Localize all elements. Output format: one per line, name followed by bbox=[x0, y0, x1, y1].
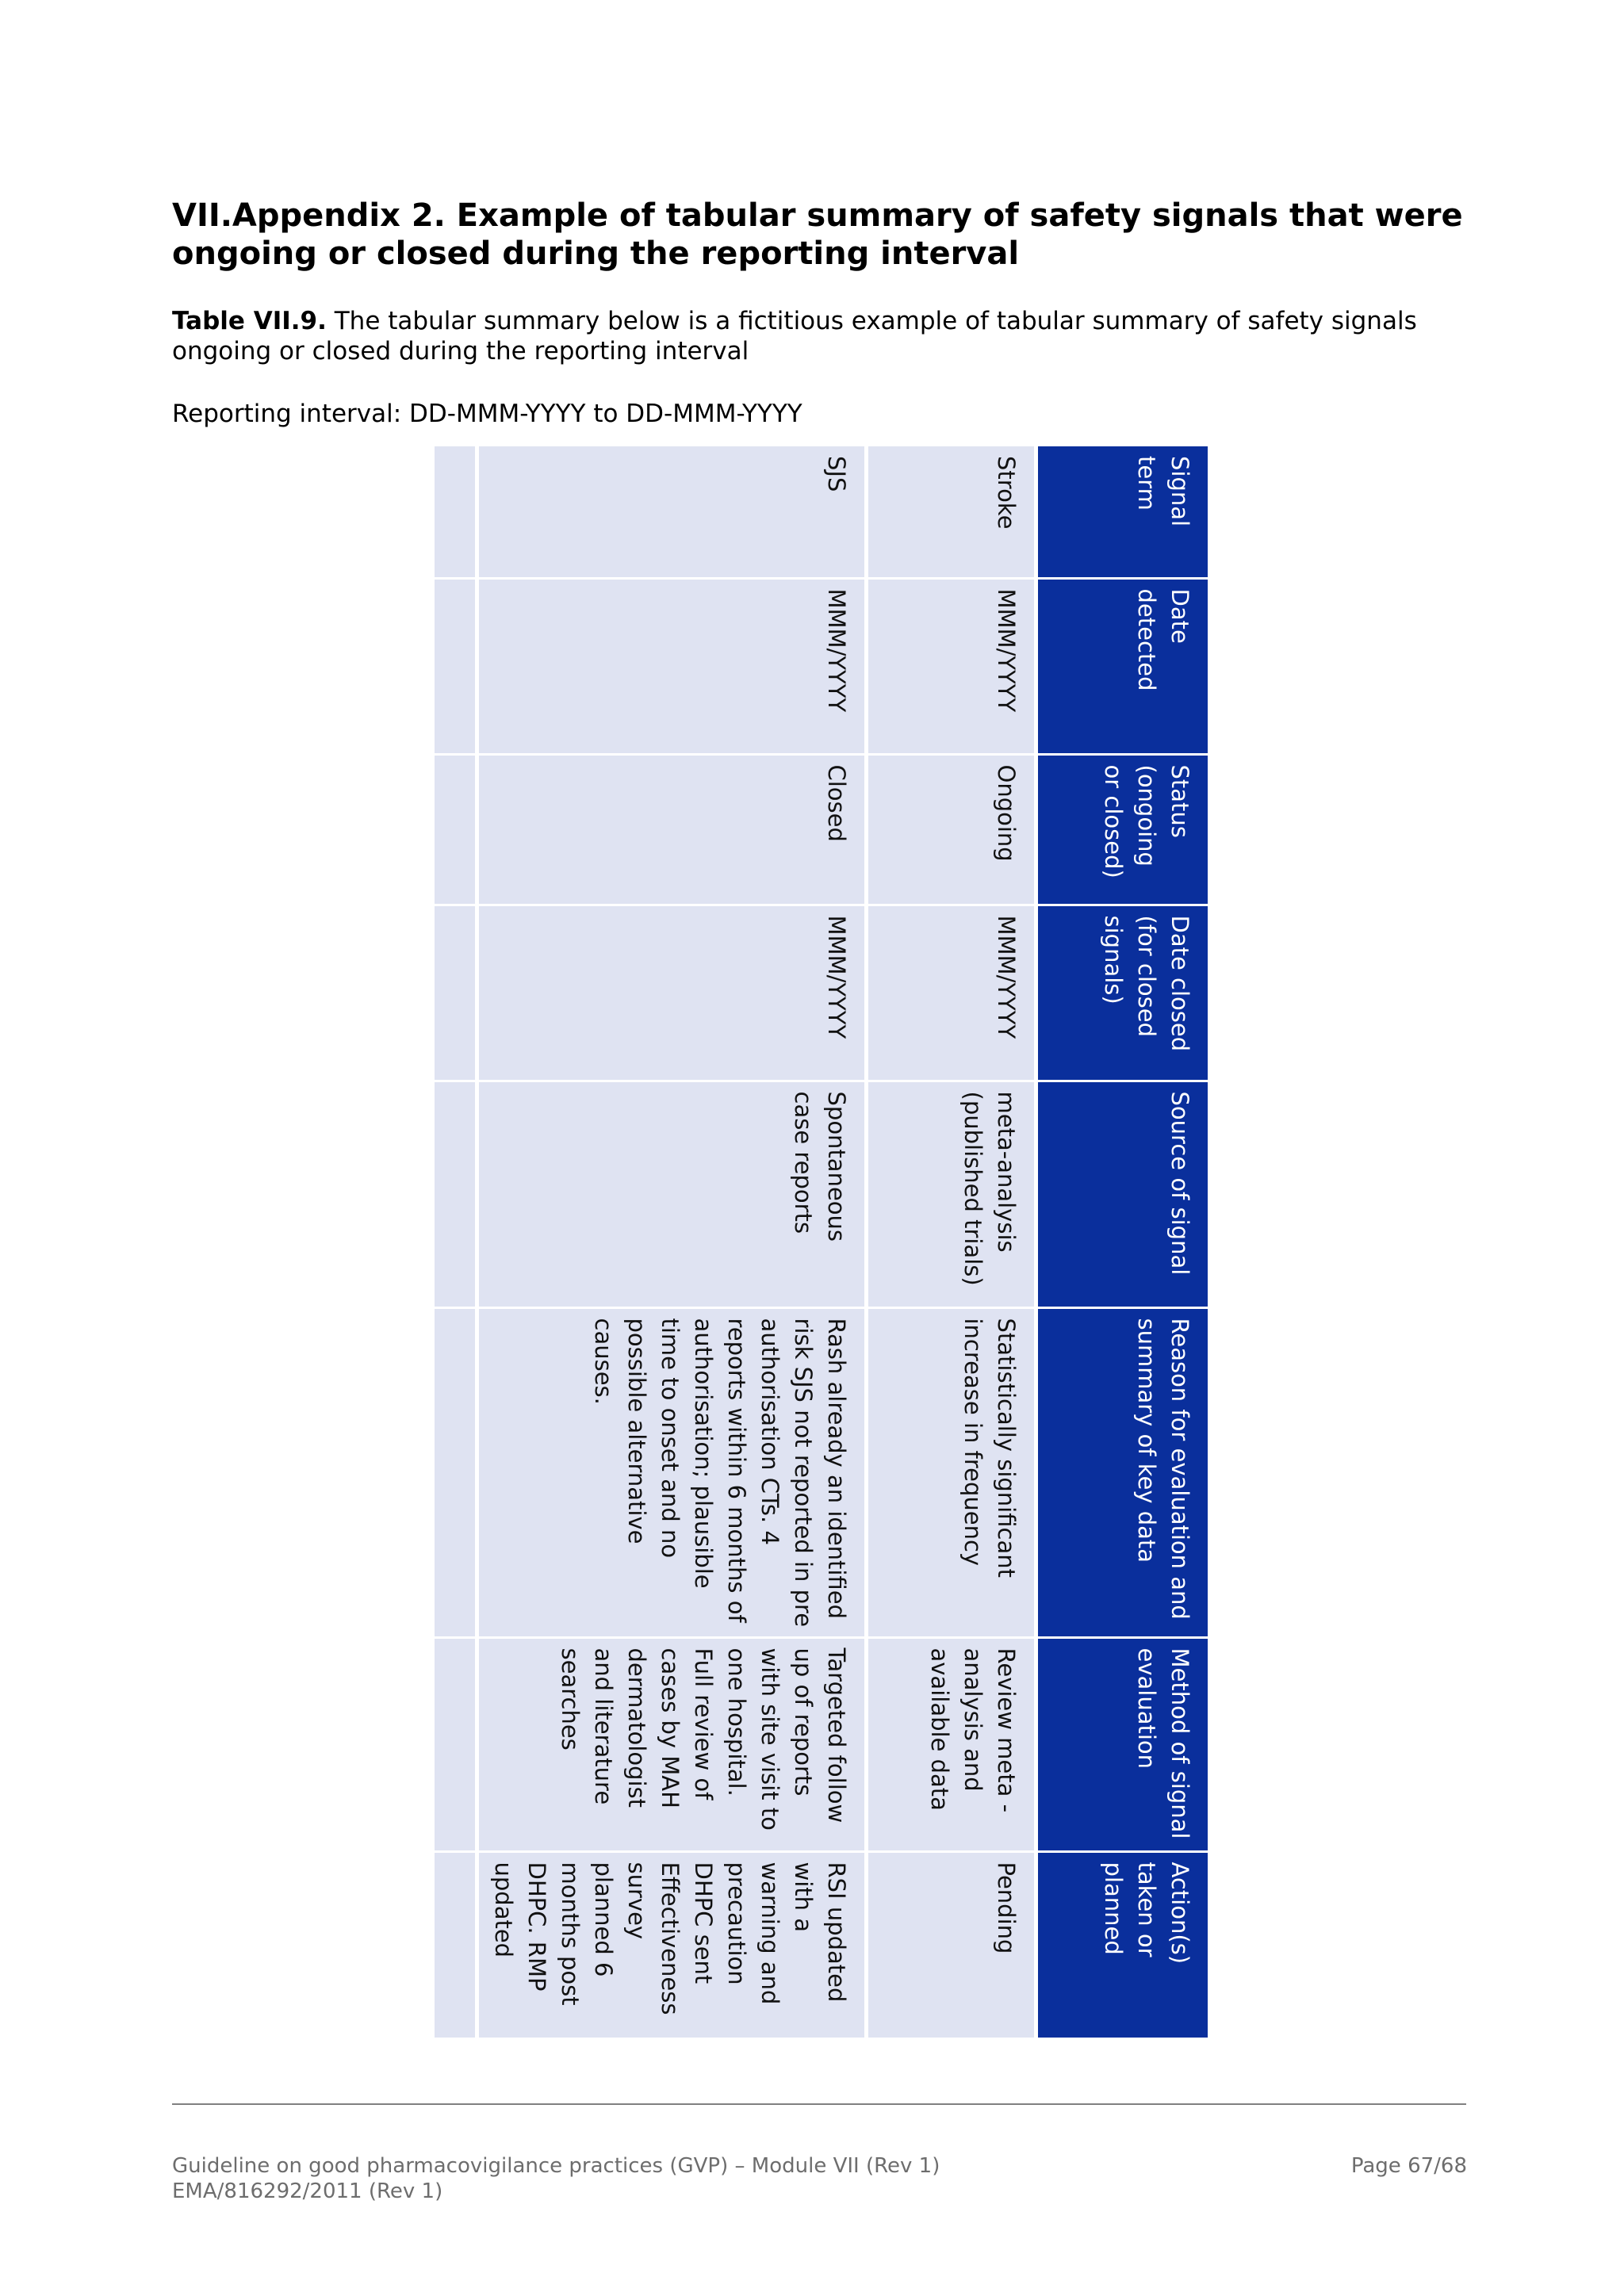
header-status: Status (ongoing or closed) bbox=[1036, 754, 1208, 905]
table-caption-text: The tabular summary below is a fictitious example of tabular summary of safety signals ongoing or closed during the reporting interval bbox=[172, 307, 1417, 365]
cell-method: Review meta -analysis and available data bbox=[867, 1637, 1036, 1851]
cell-signal-term: SJS bbox=[477, 446, 867, 578]
reporting-interval: Reporting interval: DD-MMM-YYYY to DD-MMM-YYYY bbox=[172, 400, 802, 428]
footer-document-reference: EMA/816292/2011 (Rev 1) bbox=[172, 2179, 443, 2203]
table-header-row bbox=[1036, 446, 1208, 2038]
header-actions: Action(s) taken or planned bbox=[1036, 1851, 1208, 2038]
cell-empty bbox=[435, 905, 477, 1081]
cell-empty bbox=[435, 446, 477, 578]
cell-status: Closed bbox=[477, 754, 867, 905]
cell-source: Spontaneous case reports bbox=[477, 1081, 867, 1307]
cell-actions: Pending bbox=[867, 1851, 1036, 2038]
cell-method: Targeted follow up of reports with site visit to one hospital. Full review of cases by MAH dermatologist and literature searches bbox=[477, 1637, 867, 1851]
table-caption bbox=[172, 306, 1488, 366]
cell-empty bbox=[435, 1851, 477, 2038]
cell-date-closed: MMM/YYYY bbox=[867, 905, 1036, 1081]
signals-table bbox=[435, 446, 1208, 2040]
header-source: Source of signal bbox=[1036, 1081, 1208, 1307]
cell-source: meta-analysis (published trials) bbox=[867, 1081, 1036, 1307]
header-reason: Reason for evaluation and summary of key data bbox=[1036, 1307, 1208, 1637]
header-date-closed: Date closed (for closed signals) bbox=[1036, 905, 1208, 1081]
cell-date-detected: MMM/YYYY bbox=[867, 578, 1036, 754]
signals-table-rotated bbox=[435, 446, 1208, 2015]
table-row-empty bbox=[435, 446, 477, 2038]
signals-table-container bbox=[435, 446, 1208, 2015]
table-row bbox=[477, 446, 867, 2038]
cell-empty bbox=[435, 1307, 477, 1637]
cell-actions: RSI updated with a warning and precaution DHPC sent Effectiveness survey planned 6 months post DHPC. RMP updated bbox=[477, 1851, 867, 2038]
header-method: Method of signal evaluation bbox=[1036, 1637, 1208, 1851]
cell-empty bbox=[435, 578, 477, 754]
cell-reason: Statistically significant increase in frequency bbox=[867, 1307, 1036, 1637]
header-signal-term: Signal term bbox=[1036, 446, 1208, 578]
cell-empty bbox=[435, 1081, 477, 1307]
cell-reason: Rash already an identified risk SJS not reported in pre authorisation CTs. 4 reports within 6 months of authorisation; plausible time to onset and no possible alternative causes. bbox=[477, 1307, 867, 1637]
cell-empty bbox=[435, 754, 477, 905]
cell-signal-term: Stroke bbox=[867, 446, 1036, 578]
table-caption-label: Table VII.9. bbox=[172, 307, 327, 335]
footer-guideline-title: Guideline on good pharmacovigilance practices (GVP) – Module VII (Rev 1) bbox=[172, 2154, 940, 2178]
cell-empty bbox=[435, 1637, 477, 1851]
cell-status: Ongoing bbox=[867, 754, 1036, 905]
footer-left bbox=[172, 2153, 940, 2204]
page-heading: VII.Appendix 2. Example of tabular summary of safety signals that were ongoing or closed during the reporting interval bbox=[172, 197, 1463, 272]
header-date-detected: Date detected bbox=[1036, 578, 1208, 754]
cell-date-closed: MMM/YYYY bbox=[477, 905, 867, 1081]
cell-date-detected: MMM/YYYY bbox=[477, 578, 867, 754]
table-row bbox=[867, 446, 1036, 2038]
footer-divider bbox=[172, 2103, 1466, 2105]
footer-page-number: Page 67/68 bbox=[1350, 2154, 1467, 2178]
